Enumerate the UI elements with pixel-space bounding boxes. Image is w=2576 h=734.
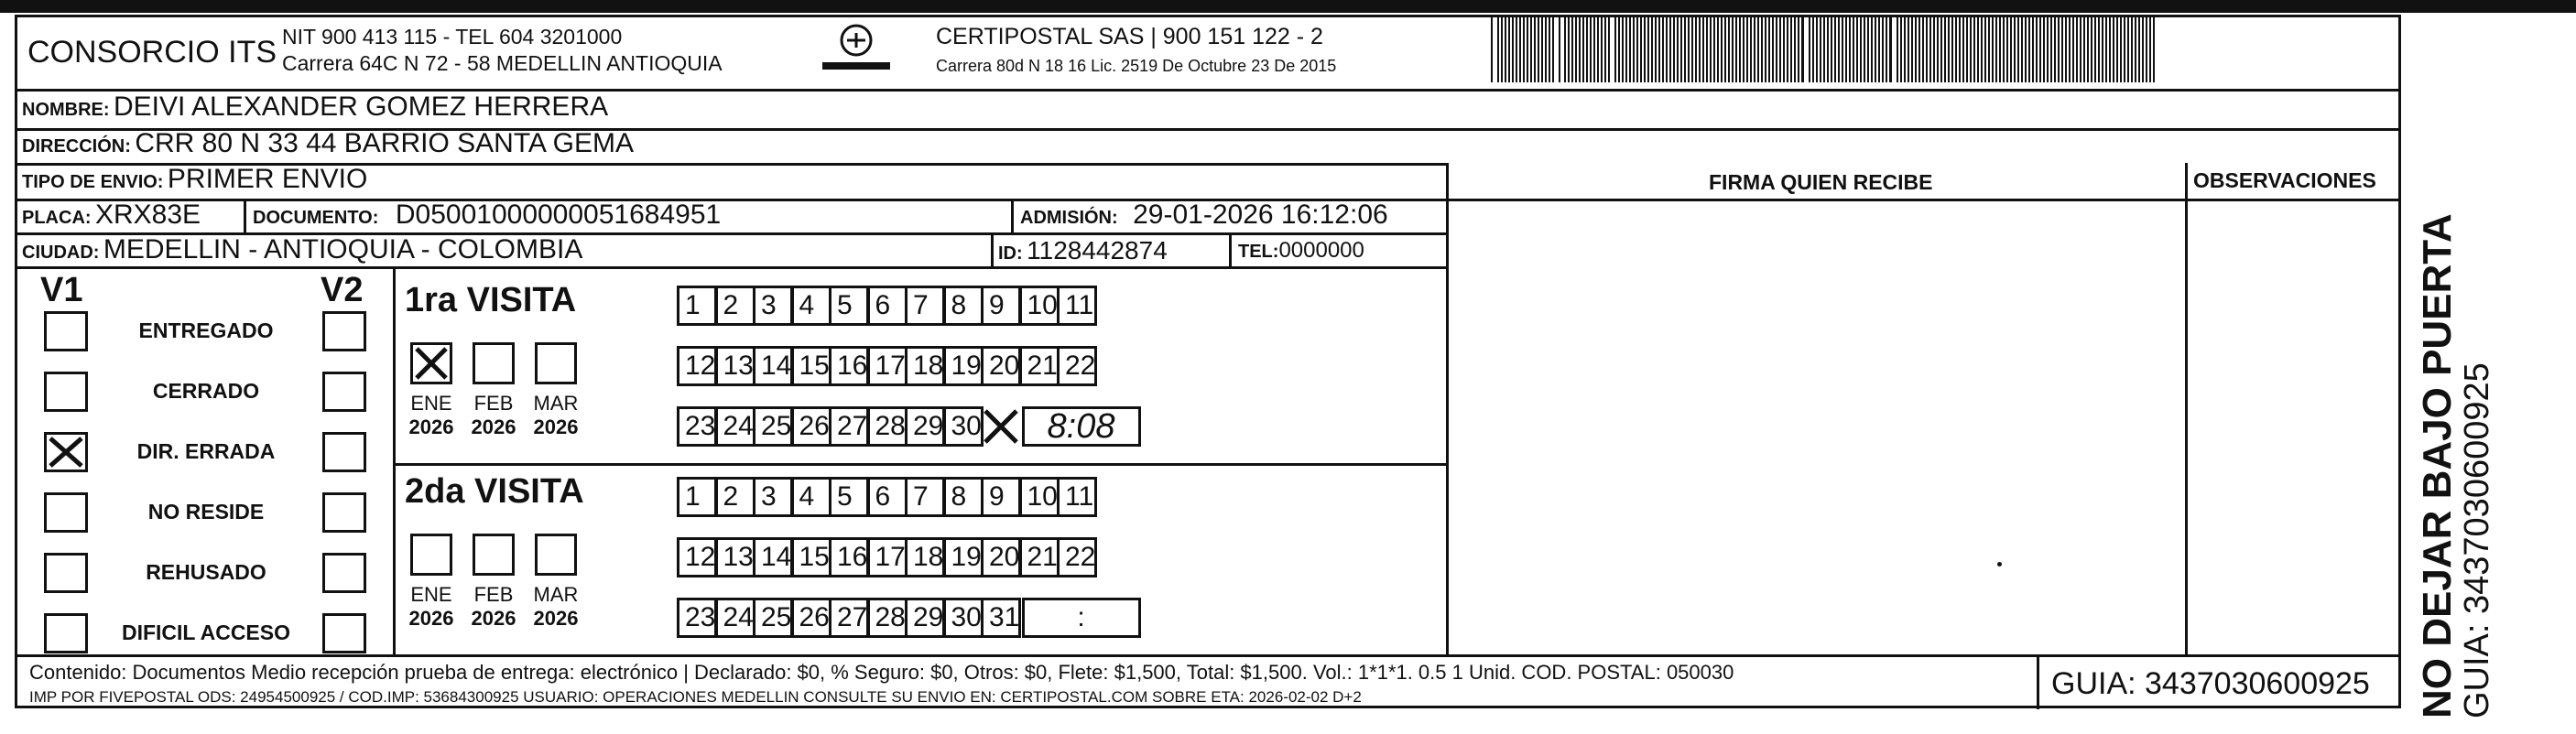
day-box: 25 bbox=[753, 406, 793, 447]
month-check-mark bbox=[414, 346, 449, 381]
day-box: 30 bbox=[943, 598, 984, 638]
observations-heading: OBSERVACIONES bbox=[2193, 168, 2376, 192]
name-row bbox=[22, 92, 608, 123]
day-box: 2 bbox=[715, 477, 755, 517]
month-name: FEB bbox=[473, 392, 514, 415]
city-value: MEDELLIN - ANTIOQUIA - COLOMBIA bbox=[103, 234, 583, 264]
month-checkbox bbox=[473, 342, 515, 384]
plate-value: XRX83E bbox=[95, 200, 201, 230]
day-box: 16 bbox=[829, 346, 869, 386]
day-box: 10 bbox=[1019, 286, 1060, 326]
id-value: 1128442874 bbox=[1027, 236, 1168, 264]
rule bbox=[1229, 232, 1232, 266]
month-label bbox=[401, 392, 462, 439]
type-value: PRIMER ENVIO bbox=[167, 164, 368, 194]
day-box: 20 bbox=[981, 537, 1021, 577]
day-box: 1 bbox=[677, 477, 717, 517]
status-label: REHUSADO bbox=[146, 560, 266, 584]
day-box: 9 bbox=[981, 286, 1021, 326]
second-visit-time: : bbox=[1022, 598, 1141, 638]
admission-row bbox=[1020, 200, 1388, 231]
name-value: DEIVI ALEXANDER GOMEZ HERRERA bbox=[114, 92, 609, 122]
rule bbox=[393, 463, 1446, 466]
day-box: 14 bbox=[753, 537, 793, 577]
day-box: 11 bbox=[1057, 477, 1097, 517]
rule bbox=[1446, 163, 1449, 654]
v2-checkbox bbox=[322, 311, 366, 351]
day-box: 8 bbox=[943, 477, 984, 517]
plate-row bbox=[22, 200, 201, 231]
document-label: DOCUMENTO: bbox=[253, 208, 379, 228]
day-box: 3 bbox=[753, 477, 793, 517]
day-box: 13 bbox=[715, 346, 755, 386]
day-box: 26 bbox=[791, 598, 831, 638]
v2-checkbox bbox=[322, 492, 366, 533]
v1-checkbox bbox=[44, 311, 88, 351]
address-row bbox=[22, 128, 634, 159]
imp-line: IMP POR FIVEPOSTAL ODS: 24954500925 / COD.IMP: 53684300925 USUARIO: OPERACIONES MEDELLIN CONSULTE SU ENVIO EN: CERTIPOSTAL.COM SOBRE ETA: 2026-02-02 D+2 bbox=[29, 688, 1362, 706]
month-year: 2026 bbox=[471, 416, 516, 438]
tel-label: TEL: bbox=[1238, 242, 1279, 262]
day-box: 23 bbox=[677, 598, 717, 638]
month-checkbox bbox=[535, 342, 577, 384]
company-address: Carrera 64C N 72 - 58 MEDELLIN ANTIOQUIA bbox=[282, 51, 723, 75]
day-box: 12 bbox=[677, 346, 717, 386]
day-box: 15 bbox=[791, 537, 831, 577]
tel-value: 0000000 bbox=[1278, 238, 1364, 263]
day-box: 27 bbox=[829, 598, 869, 638]
month-checkbox bbox=[410, 534, 452, 576]
rule bbox=[1011, 199, 1014, 232]
day-box: 30 bbox=[943, 406, 984, 447]
v1-checkbox bbox=[44, 553, 88, 593]
side-warning: NO DEJAR BAJO PUERTA bbox=[2415, 213, 2460, 718]
day-box: 23 bbox=[677, 406, 717, 447]
v1-checkbox bbox=[44, 492, 88, 533]
address-label: DIRECCIÓN: bbox=[22, 136, 131, 157]
day-box: 27 bbox=[829, 406, 869, 447]
month-checkbox bbox=[535, 534, 577, 576]
courier-name: CERTIPOSTAL SAS | 900 151 122 - 2 bbox=[936, 24, 1323, 49]
first-visit-time: 8:08 bbox=[1022, 406, 1141, 447]
footer-guia: GUIA: 3437030600925 bbox=[2051, 666, 2370, 701]
status-label: DIFICIL ACCESO bbox=[121, 621, 290, 644]
day-box: 9 bbox=[981, 477, 1021, 517]
day-box: 19 bbox=[943, 537, 984, 577]
month-name: ENE bbox=[410, 392, 452, 415]
day-box: 22 bbox=[1057, 346, 1097, 386]
day-box: 5 bbox=[829, 477, 869, 517]
day-box: 21 bbox=[1019, 346, 1060, 386]
day-box-31: 31 bbox=[981, 598, 1021, 638]
day-box: 24 bbox=[715, 598, 755, 638]
day-box: 3 bbox=[753, 286, 793, 326]
day-box: 16 bbox=[829, 537, 869, 577]
day-box: 4 bbox=[791, 286, 831, 326]
city-label: CIUDAD: bbox=[22, 243, 100, 263]
day-box: 2 bbox=[715, 286, 755, 326]
day-box: 6 bbox=[867, 477, 908, 517]
rule bbox=[17, 266, 1446, 269]
status-label: CERRADO bbox=[152, 379, 260, 403]
rule bbox=[2037, 654, 2039, 709]
rule bbox=[244, 199, 246, 232]
day-box: 10 bbox=[1019, 477, 1060, 517]
month-name: MAR bbox=[533, 583, 579, 606]
status-label: DIR. ERRADA bbox=[136, 439, 276, 463]
side-text bbox=[2415, 213, 2496, 718]
day-box: 29 bbox=[905, 406, 945, 447]
company-nit: NIT 900 413 115 - TEL 604 3201000 bbox=[282, 25, 623, 49]
month-year: 2026 bbox=[533, 416, 579, 438]
day-box: 28 bbox=[867, 406, 908, 447]
month-year: 2026 bbox=[471, 607, 516, 630]
v2-checkbox bbox=[322, 372, 366, 412]
day-box: 8 bbox=[943, 286, 984, 326]
v1-checkbox bbox=[44, 613, 88, 653]
day-box: 17 bbox=[867, 346, 908, 386]
day-box: 17 bbox=[867, 537, 908, 577]
document-row bbox=[253, 200, 721, 231]
v1-checkbox bbox=[44, 372, 88, 412]
month-checkbox bbox=[473, 534, 515, 576]
month-label bbox=[463, 583, 524, 631]
address-value: CRR 80 N 33 44 BARRIO SANTA GEMA bbox=[135, 128, 634, 158]
month-label bbox=[463, 392, 524, 439]
day-box: 14 bbox=[753, 346, 793, 386]
v2-checkbox bbox=[322, 613, 366, 653]
day-box: 29 bbox=[905, 598, 945, 638]
company-name: CONSORCIO ITS bbox=[27, 35, 277, 70]
content-line: Contenido: Documentos Medio recepción prueba de entrega: electrónico | Declarado: $0, % Seguro: $0, Otros: $0, Flete: $1,500, Total: $1,500. Vol.: 1*1*1. 0.5 1 Unid. COD. POSTAL: 050030 bbox=[29, 661, 1734, 684]
day-box: 7 bbox=[905, 286, 945, 326]
day-box: 13 bbox=[715, 537, 755, 577]
day-box: 5 bbox=[829, 286, 869, 326]
day-box: 26 bbox=[791, 406, 831, 447]
month-label bbox=[526, 583, 586, 631]
type-label: TIPO DE ENVIO: bbox=[22, 172, 164, 192]
day-box: 4 bbox=[791, 477, 831, 517]
month-label bbox=[526, 392, 586, 439]
month-year: 2026 bbox=[533, 607, 579, 630]
tel-row bbox=[1238, 238, 1364, 264]
day-box: 11 bbox=[1057, 286, 1097, 326]
second-visit-title: 2da VISITA bbox=[405, 472, 584, 511]
month-name: MAR bbox=[533, 392, 579, 415]
month-year: 2026 bbox=[408, 416, 454, 438]
v2-checkbox bbox=[322, 432, 366, 472]
rule bbox=[393, 266, 396, 654]
day-box: 18 bbox=[905, 537, 945, 577]
day-box: 12 bbox=[677, 537, 717, 577]
top-edge-bar bbox=[0, 0, 2576, 13]
document-value: D05001000000051684951 bbox=[395, 200, 722, 230]
rule bbox=[17, 654, 2398, 657]
day-box: 19 bbox=[943, 346, 984, 386]
signature-heading: FIRMA QUIEN RECIBE bbox=[1709, 170, 1933, 194]
status-label: NO RESIDE bbox=[147, 500, 265, 524]
day-box: 25 bbox=[753, 598, 793, 638]
day-box: 6 bbox=[867, 286, 908, 326]
day-check-mark bbox=[983, 408, 1019, 445]
day-box: 22 bbox=[1057, 537, 1097, 577]
day-box: 7 bbox=[905, 477, 945, 517]
plate-label: PLACA: bbox=[22, 208, 92, 228]
side-guia: GUIA: 3437030600925 bbox=[2458, 362, 2496, 718]
month-label bbox=[401, 583, 462, 631]
v2-checkbox bbox=[322, 553, 366, 593]
name-label: NOMBRE: bbox=[22, 100, 110, 120]
type-row bbox=[22, 164, 367, 195]
id-label: ID: bbox=[998, 243, 1023, 264]
city-row bbox=[22, 234, 582, 265]
admission-label: ADMISIÓN: bbox=[1020, 208, 1118, 228]
day-box: 1 bbox=[677, 286, 717, 326]
day-box: 20 bbox=[981, 346, 1021, 386]
ink-dot bbox=[1997, 562, 2002, 567]
day-box: 18 bbox=[905, 346, 945, 386]
rule bbox=[991, 232, 994, 266]
status-label: ENTREGADO bbox=[138, 318, 274, 342]
first-visit-title: 1ra VISITA bbox=[405, 281, 577, 319]
rule bbox=[2185, 163, 2188, 654]
v1-label: V1 bbox=[40, 271, 83, 309]
v2-label: V2 bbox=[321, 271, 364, 309]
day-box: 15 bbox=[791, 346, 831, 386]
month-name: FEB bbox=[473, 583, 514, 606]
day-box: 21 bbox=[1019, 537, 1060, 577]
admission-value: 29-01-2026 16:12:06 bbox=[1133, 200, 1388, 230]
month-year: 2026 bbox=[408, 607, 454, 630]
day-box: 28 bbox=[867, 598, 908, 638]
day-box: 24 bbox=[715, 406, 755, 447]
month-name: ENE bbox=[410, 583, 452, 606]
id-row bbox=[998, 236, 1168, 265]
v1-check-mark bbox=[48, 436, 84, 469]
courier-address: Carrera 80d N 18 16 Lic. 2519 De Octubre 23 De 2015 bbox=[936, 57, 1337, 75]
